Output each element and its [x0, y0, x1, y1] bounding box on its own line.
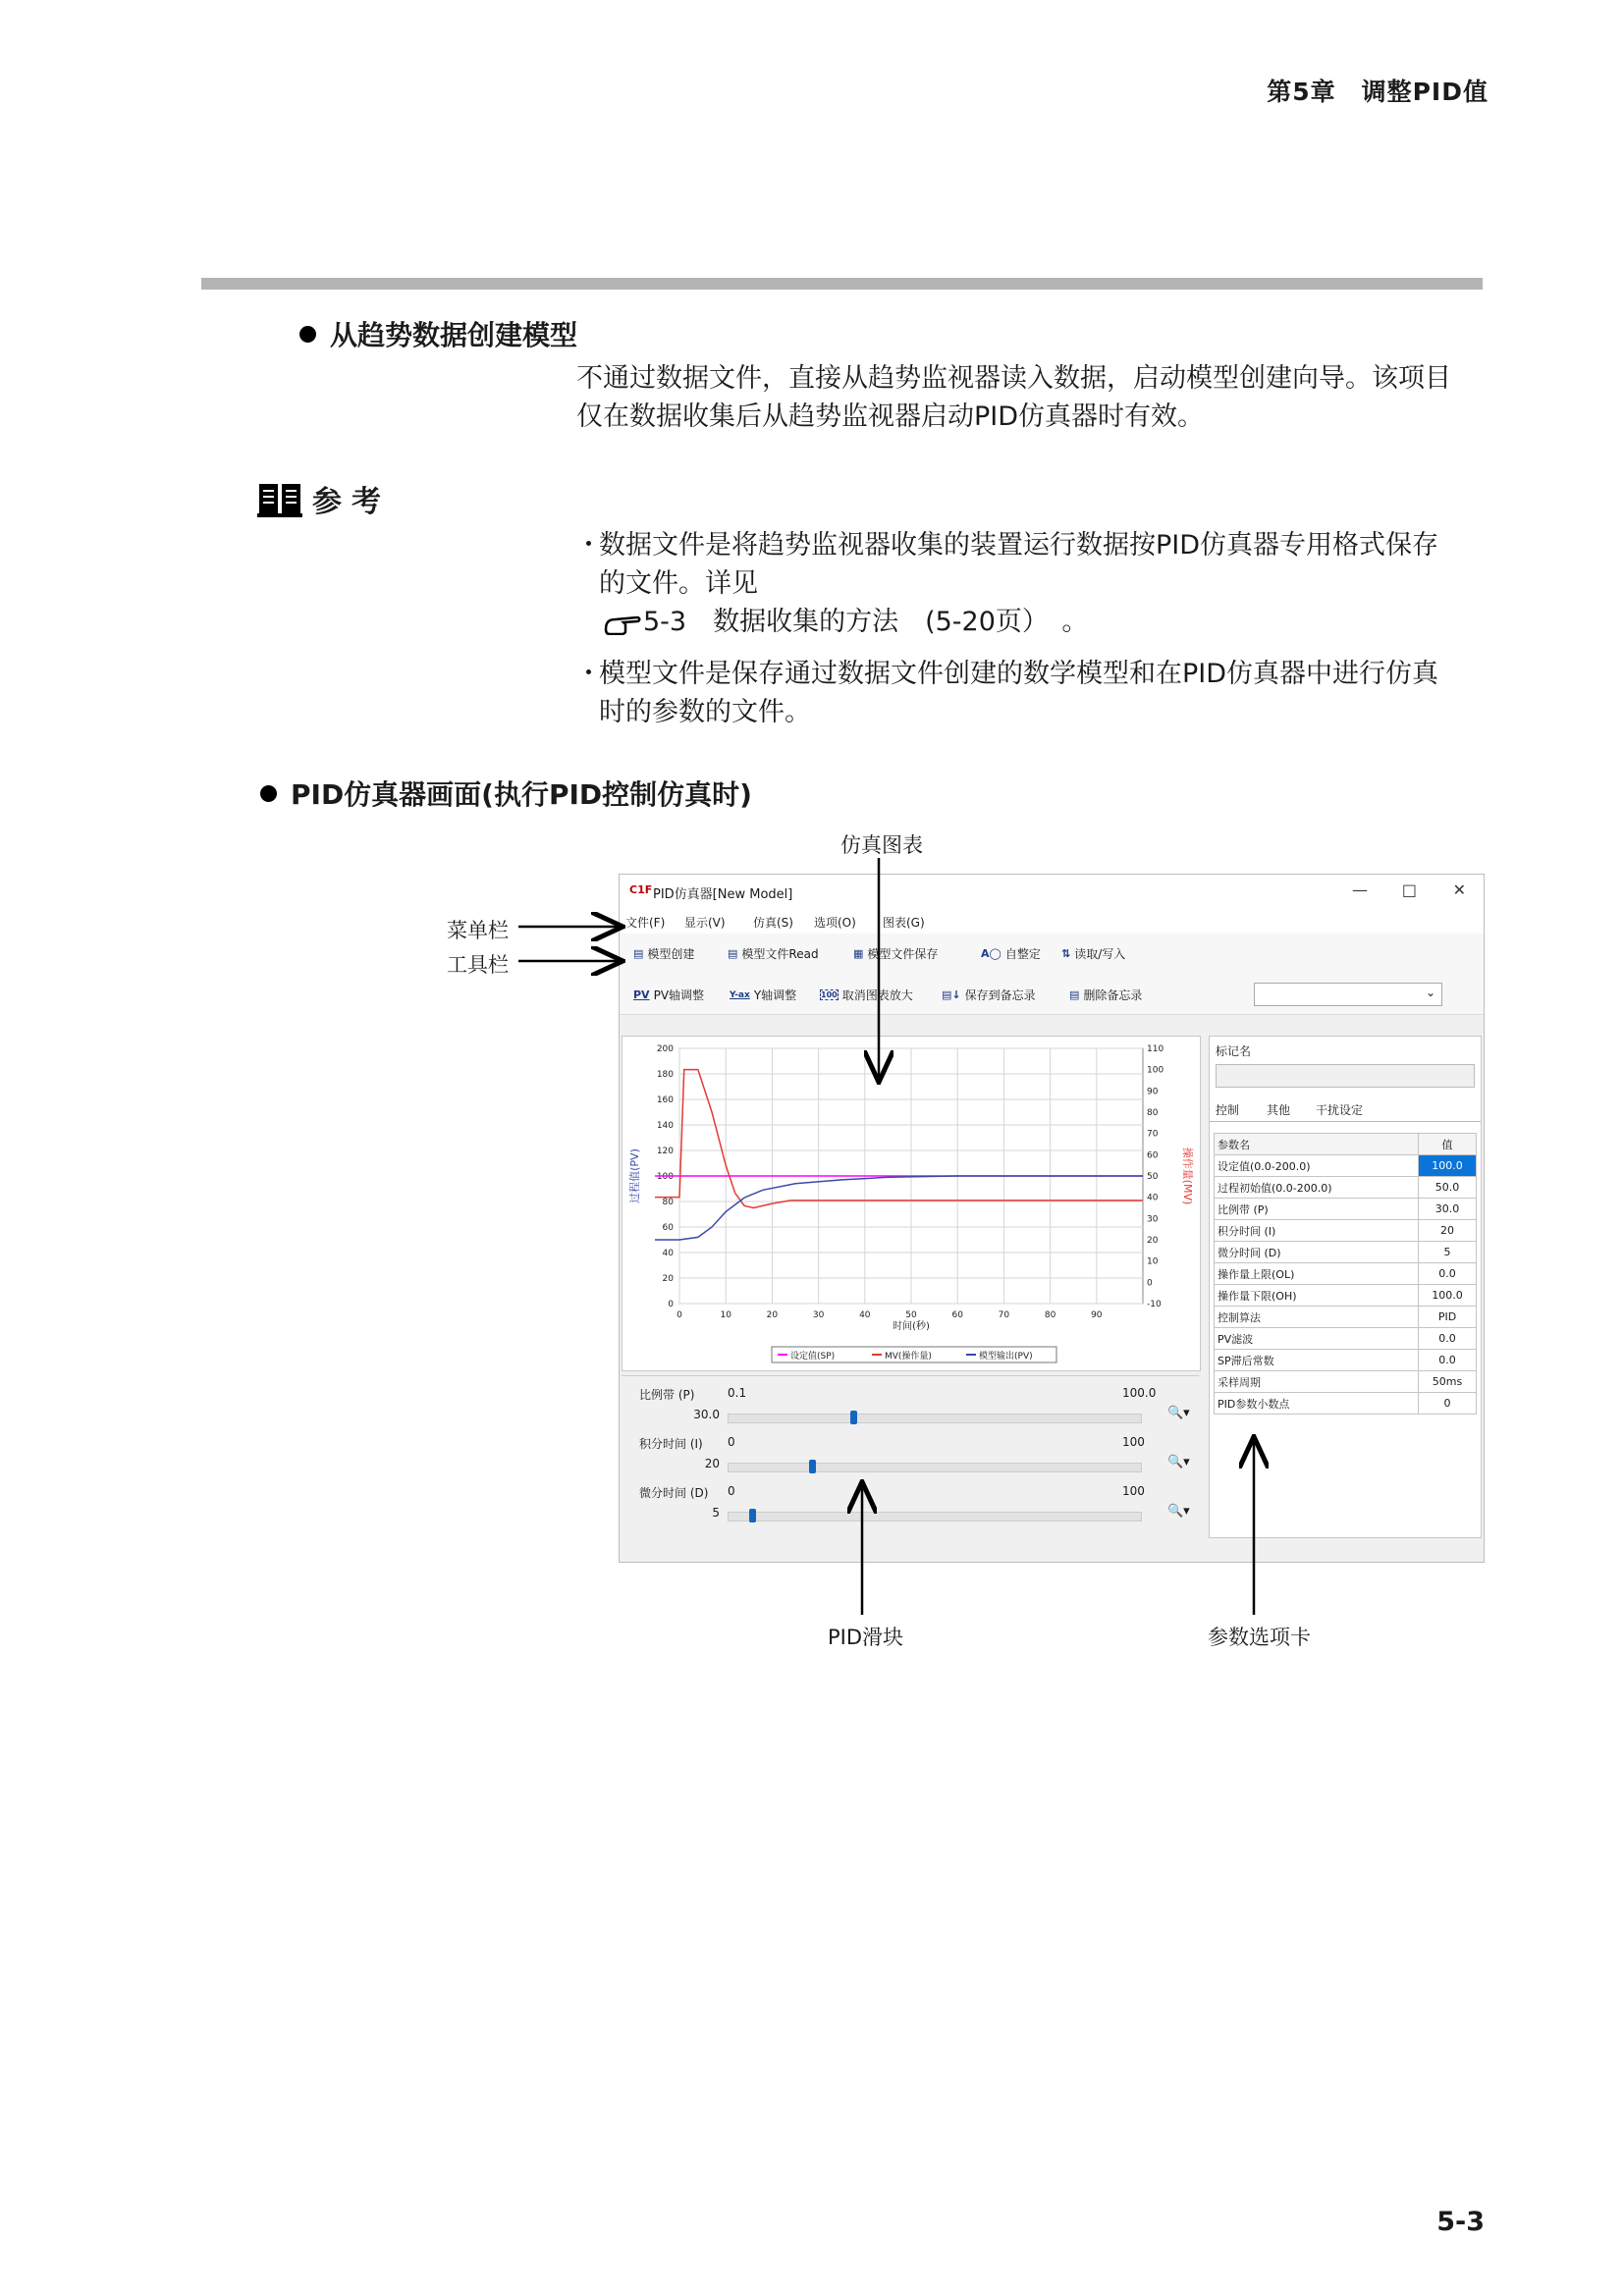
param-value[interactable]: 0 [1419, 1393, 1477, 1415]
save-memo-icon: ▤↓ [942, 988, 961, 1001]
slider-min: 0 [728, 1435, 735, 1449]
window-title: PID仿真器[New Model] [653, 887, 793, 902]
col-name-header: 参数名 [1215, 1134, 1419, 1155]
param-value[interactable]: 5 [1419, 1242, 1477, 1263]
x-tick-label: 40 [859, 1310, 871, 1320]
minimize-icon[interactable]: — [1352, 881, 1368, 899]
menu-file[interactable]: 文件(F) [625, 916, 666, 930]
y-tick-label: 200 [656, 1044, 674, 1054]
zoom-dropdown-icon[interactable]: 🔍▾ [1167, 1455, 1190, 1469]
toolbar-label: 模型文件Read [741, 947, 819, 961]
y-tick-label: 180 [656, 1070, 674, 1080]
param-name: SP滞后常数 [1215, 1350, 1419, 1371]
tune-icon: A◯ [981, 947, 1001, 960]
y2-tick-label: 90 [1147, 1087, 1159, 1097]
reference-title: 参考 [312, 485, 391, 519]
chevron-down-icon: ⌄ [1425, 986, 1435, 999]
param-value[interactable]: 0.0 [1419, 1350, 1477, 1371]
y-tick-label: 120 [656, 1147, 674, 1156]
slider-value: 20 [704, 1457, 720, 1470]
tab-disturbance[interactable]: 干扰设定 [1316, 1103, 1364, 1117]
callout-toolbar: 工具栏 [447, 953, 509, 977]
section-heading-text: PID仿真器画面(执行PID控制仿真时) [291, 778, 752, 811]
y2-tick-label: 100 [1147, 1065, 1164, 1076]
x-tick-label: 20 [766, 1310, 779, 1320]
y-tick-label: 20 [662, 1274, 674, 1284]
y-tick-label: 160 [656, 1095, 674, 1105]
param-name: 操作量下限(OH) [1215, 1285, 1419, 1307]
y2-tick-label: 30 [1147, 1214, 1159, 1225]
param-name: 控制算法 [1215, 1307, 1419, 1328]
param-name: 采样周期 [1215, 1371, 1419, 1393]
menu-chart[interactable]: 图表(G) [883, 916, 925, 930]
x-tick-label: 0 [677, 1310, 682, 1320]
note-text: 时的参数的文件。 [599, 697, 811, 727]
y2-tick-label: 80 [1147, 1108, 1159, 1118]
y-tick-label: 140 [656, 1121, 674, 1131]
slider-max: 100.0 [1122, 1386, 1157, 1400]
maximize-icon[interactable]: □ [1401, 881, 1417, 899]
col-value-header: 值 [1419, 1134, 1477, 1155]
toolbar-label: Y轴调整 [753, 988, 797, 1002]
y2-tick-label: 0 [1147, 1278, 1153, 1289]
param-value[interactable]: 50.0 [1419, 1177, 1477, 1199]
pv-axis-icon: PV [633, 988, 650, 1001]
param-name: 设定值(0.0-200.0) [1215, 1155, 1419, 1177]
y-tick-label: 0 [668, 1300, 674, 1309]
note-text: 模型文件是保存通过数据文件创建的数学模型和在PID仿真器中进行仿真 [599, 659, 1439, 689]
y-tick-label: 100 [656, 1172, 674, 1182]
y-axis-icon: Y-ax [730, 989, 750, 1000]
menu-view[interactable]: 显示(V) [684, 916, 726, 930]
toolbar-label: 删除备忘录 [1083, 988, 1143, 1002]
x-tick-label: 60 [951, 1310, 963, 1320]
toolbar-label: PV轴调整 [653, 988, 705, 1002]
delete-memo-icon: ▤ [1069, 988, 1080, 1001]
x-tick-label: 90 [1091, 1310, 1103, 1320]
param-value[interactable]: 100.0 [1419, 1155, 1477, 1177]
y2-tick-label: 20 [1147, 1236, 1159, 1246]
x-tick-label: 80 [1044, 1310, 1056, 1320]
param-name: 微分时间 (D) [1215, 1242, 1419, 1263]
save-icon: ▦ [853, 947, 864, 960]
y-axis-label: 过程值(PV) [628, 1148, 641, 1203]
slider-min: 0.1 [728, 1386, 747, 1400]
param-name: 操作量上限(OL) [1215, 1263, 1419, 1285]
note-bullet-icon: ・ [575, 530, 602, 561]
zoom-icon: 100 [821, 990, 838, 999]
y2-tick-label: 40 [1147, 1193, 1159, 1203]
param-name: PID参数小数点 [1215, 1393, 1419, 1415]
note-text: 的文件。详见 [599, 568, 758, 599]
param-value[interactable]: 100.0 [1419, 1285, 1477, 1307]
zoom-dropdown-icon[interactable]: 🔍▾ [1167, 1406, 1190, 1420]
x-tick-label: 30 [812, 1310, 825, 1320]
toolbar-label: 模型创建 [647, 947, 695, 961]
toolbar-label: 保存到备忘录 [964, 988, 1036, 1002]
tab-other[interactable]: 其他 [1267, 1103, 1291, 1117]
section-heading-text: 从趋势数据创建模型 [330, 319, 578, 351]
param-name: 积分时间 (I) [1215, 1220, 1419, 1242]
menu-options[interactable]: 选项(O) [814, 916, 856, 930]
callout-paramtab: 参数选项卡 [1208, 1626, 1311, 1649]
slider-value: 30.0 [693, 1408, 720, 1421]
zoom-dropdown-icon[interactable]: 🔍▾ [1167, 1504, 1190, 1519]
menu-simulate[interactable]: 仿真(S) [753, 916, 793, 930]
y2-tick-label: 110 [1147, 1044, 1164, 1054]
param-value[interactable]: PID [1419, 1307, 1477, 1328]
open-file-icon: ▤ [728, 947, 738, 960]
param-value[interactable]: 0.0 [1419, 1263, 1477, 1285]
slider-min: 0 [728, 1484, 735, 1498]
note-link-text: 5-3 数据收集的方法 (5-20页） 。 [643, 607, 1089, 637]
param-value[interactable]: 20 [1419, 1220, 1477, 1242]
x-tick-label: 50 [905, 1310, 917, 1320]
y2-tick-label: -10 [1147, 1300, 1162, 1309]
toolbar-label: 取消图表放大 [841, 988, 913, 1002]
y2-tick-label: 70 [1147, 1129, 1159, 1140]
y2-tick-label: 50 [1147, 1172, 1159, 1182]
y2-tick-label: 10 [1147, 1256, 1159, 1267]
slider-label: 比例带 (P) [639, 1388, 695, 1402]
param-value[interactable]: 0.0 [1419, 1328, 1477, 1350]
param-name: PV滤波 [1215, 1328, 1419, 1350]
section-body-line: 仅在数据收集后从趋势监视器启动PID仿真器时有效。 [576, 401, 1205, 432]
y-tick-label: 80 [662, 1198, 674, 1207]
callout-slider: PID滑块 [828, 1626, 904, 1649]
legend-entry: 设定值(SP) [790, 1352, 836, 1362]
chapter-header: 第5章 调整PID值 [1267, 78, 1489, 106]
close-icon[interactable]: ✕ [1452, 881, 1466, 899]
callout-menubar: 菜单栏 [447, 919, 509, 942]
tab-control[interactable]: 控制 [1216, 1103, 1240, 1117]
toolbar-label: 自整定 [1004, 947, 1041, 961]
callout-chart: 仿真图表 [840, 833, 923, 857]
x-tick-label: 70 [998, 1310, 1010, 1320]
note-bullet-icon: ・ [575, 659, 602, 689]
legend-entry: MV(操作量) [885, 1352, 932, 1362]
slider-max: 100 [1122, 1484, 1145, 1498]
slider-max: 100 [1122, 1435, 1145, 1449]
param-value[interactable]: 50ms [1419, 1371, 1477, 1393]
toolbar-label: 读取/写入 [1074, 947, 1126, 961]
y2-tick-label: 60 [1147, 1150, 1159, 1161]
app-icon: C1F [629, 883, 653, 896]
y2-axis-label: 操作量(MV) [1181, 1147, 1194, 1205]
note-text: 数据文件是将趋势监视器收集的装置运行数据按PID仿真器专用格式保存 [599, 530, 1439, 561]
slider-label: 微分时间 (D) [639, 1486, 709, 1500]
toolbar-label: 模型文件保存 [867, 947, 939, 961]
y-tick-label: 60 [662, 1223, 674, 1233]
slider-value: 5 [712, 1506, 720, 1520]
x-tick-label: 10 [720, 1310, 731, 1320]
y-tick-label: 40 [662, 1249, 674, 1258]
section-body-line: 不通过数据文件，直接从趋势监视器读入数据，启动模型创建向导。该项目 [576, 363, 1451, 394]
page-number: 5-3 [1436, 2207, 1485, 2237]
legend-entry: 模型输出(PV) [979, 1352, 1033, 1362]
param-name: 过程初始值(0.0-200.0) [1215, 1177, 1419, 1199]
tag-name-label: 标记名 [1216, 1044, 1252, 1058]
transfer-icon: ⇅ [1061, 947, 1071, 960]
x-axis-label: 时间(秒) [893, 1321, 930, 1332]
param-value[interactable]: 30.0 [1419, 1199, 1477, 1220]
document-icon: ▤ [633, 947, 644, 960]
slider-label: 积分时间 (I) [639, 1437, 703, 1451]
param-name: 比例带 (P) [1215, 1199, 1419, 1220]
